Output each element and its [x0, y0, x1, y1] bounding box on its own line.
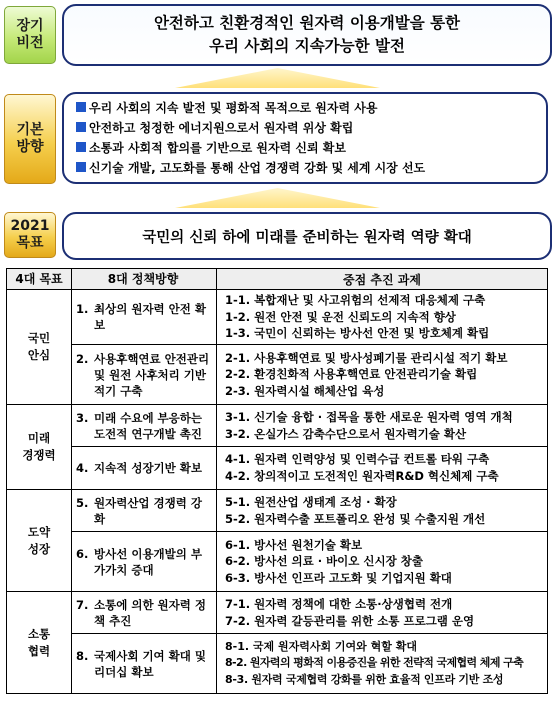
table-row [7, 447, 548, 490]
policy-number: 1. [76, 302, 89, 316]
task-item: 6-2. 방사선 의료 · 바이오 신시장 창출 [225, 554, 423, 569]
up-arrow-1 [175, 68, 380, 88]
policy-cell [72, 532, 217, 592]
goal-text: 소통 협력 [27, 626, 51, 658]
table-row [7, 634, 548, 694]
goal-2021-label [4, 212, 56, 258]
tasks-cell [217, 634, 548, 694]
task-item: 1-2. 원전 안전 및 운전 신뢰도의 지속적 향상 [225, 309, 456, 324]
tasks-cell [217, 592, 548, 634]
goal-cell [7, 290, 72, 405]
task-item: 5-1. 원전산업 생태계 조성 · 확장 [225, 494, 397, 509]
basic-direction-text: 신기술 개발, 고도화를 통해 산업 경쟁력 강화 및 세계 시장 선도 [89, 160, 426, 175]
goal-text: 미래 경쟁력 [22, 431, 56, 462]
table-row [7, 490, 548, 532]
task-item: 2-2. 환경친화적 사용후핵연료 안전관리기술 확립 [225, 367, 478, 382]
task-item: 8-1. 국제 원자력사회 기여와 혁할 확대 [225, 639, 417, 653]
table-row [7, 290, 548, 345]
task-item: 4-2. 창의적이고 도전적인 원자력R&D 혁신체제 구축 [225, 469, 499, 483]
policy-cell [72, 405, 217, 447]
policy-number: 6. [76, 546, 89, 561]
table-header-row [7, 269, 548, 290]
policy-number: 3. [76, 410, 89, 425]
basic-direction-item [76, 137, 546, 157]
basic-direction-text: 우리 사회의 지속 발전 및 평화적 목적으로 원자력 사용 [89, 100, 378, 115]
long-term-vision-label-text: 장기 비전 [16, 18, 44, 51]
policy-cell [72, 290, 217, 345]
policy-number: 8. [76, 648, 89, 663]
up-arrow-2 [175, 188, 380, 208]
header-policies: 8대 정책방향 [72, 269, 217, 290]
table-row [7, 592, 548, 634]
policy-number: 7. [76, 597, 89, 612]
task-item: 1-1. 복합재난 및 사고위험의 선제적 대응체제 구축 [225, 293, 486, 308]
goal-cell [7, 490, 72, 592]
header-tasks: 중점 추진 과제 [217, 269, 548, 290]
policy-text: 사용후핵연료 안전관리 및 원전 사후처리 기반 적기 구축 [94, 351, 210, 398]
policy-text: 최상의 원자력 안전 확보 [94, 302, 206, 332]
long-term-vision-label [4, 6, 56, 64]
square-bullet-icon [76, 102, 86, 112]
tasks-cell [217, 405, 548, 447]
square-bullet-icon [76, 162, 86, 172]
tasks-cell [217, 490, 548, 532]
goal-cell [7, 592, 72, 694]
vision-line-1: 안전하고 친환경적인 원자력 이용개발을 통한 [153, 14, 461, 32]
basic-direction-label-text: 기본 방향 [16, 122, 44, 155]
task-item: 7-1. 원자력 정책에 대한 소통·상생협력 전개 [225, 596, 453, 611]
basic-direction-item [76, 97, 546, 117]
basic-direction-item [76, 117, 546, 137]
task-item: 8-2. 원자력의 평화적 이용증진을 위한 전략적 국제협력 체제 구축 [225, 656, 524, 670]
task-item: 1-3. 국민이 신뢰하는 방사선 안전 및 방호체계 확립 [225, 326, 490, 341]
header-goals: 4대 목표 [7, 269, 72, 290]
goal-2021-label-text: 2021 목표 [10, 218, 50, 251]
policy-text: 방사선 이용개발의 부가가치 증대 [94, 546, 202, 577]
policy-number: 2. [76, 351, 89, 366]
policy-text: 미래 수요에 부응하는 도전적 연구개발 촉진 [94, 410, 202, 441]
tasks-cell [217, 290, 548, 345]
square-bullet-icon [76, 122, 86, 132]
task-item: 2-3. 원자력시설 해체산업 육성 [225, 383, 385, 398]
task-item: 7-2. 원자력 갈등관리를 위한 소통 프로그램 운영 [225, 613, 475, 628]
vision-line-2: 우리 사회의 지속가능한 발전 [209, 37, 405, 55]
policy-cell [72, 447, 217, 490]
square-bullet-icon [76, 142, 86, 152]
policy-cell [72, 592, 217, 634]
policy-text: 국제사회 기여 확대 및 리더십 확보 [94, 648, 206, 679]
task-item: 6-1. 방사선 원천기술 확보 [225, 537, 363, 552]
tasks-cell [217, 532, 548, 592]
basic-direction-label [4, 94, 56, 184]
tasks-cell [217, 447, 548, 490]
tasks-cell [217, 345, 548, 405]
vision-banner [62, 4, 552, 66]
table-row [7, 532, 548, 592]
task-item: 4-1. 원자력 인력양성 및 인력수급 컨트롤 타워 구축 [225, 452, 490, 467]
goal-text: 국민 안심 [27, 331, 51, 362]
task-item: 3-2. 온실가스 감축수단으로서 원자력기술 확산 [225, 426, 467, 441]
goal-2021-box [62, 212, 552, 260]
policy-cell [72, 490, 217, 532]
task-item: 6-3. 방사선 인프라 고도화 및 기업지원 확대 [225, 570, 452, 585]
policy-text: 원자력산업 경쟁력 강화 [94, 495, 202, 526]
task-item: 8-3. 원자력 국제협력 강화를 위한 효율적 인프라 기반 조성 [225, 672, 504, 686]
policy-text: 지속적 성장기반 확보 [94, 461, 202, 475]
basic-direction-text: 소통과 사회적 합의를 기반으로 원자력 신뢰 확보 [89, 140, 346, 155]
basic-direction-item [76, 157, 546, 177]
goal-text: 도약 성장 [27, 524, 51, 556]
policy-number: 4. [76, 461, 89, 475]
policy-table [6, 268, 548, 694]
task-item: 2-1. 사용후핵연료 및 방사성폐기물 관리시설 적기 확보 [225, 350, 508, 365]
policy-number: 5. [76, 495, 89, 510]
basic-direction-text: 안전하고 청정한 에너지원으로서 원자력 위상 확립 [89, 120, 354, 135]
basic-direction-box [62, 92, 548, 184]
task-item: 5-2. 원자력수출 포트폴리오 완성 및 수출지원 개선 [225, 511, 486, 526]
policy-cell [72, 345, 217, 405]
policy-text: 소통에 의한 원자력 정책 추진 [94, 597, 206, 628]
task-item: 3-1. 신기술 융합 · 접목을 통한 새로운 원자력 영역 개척 [225, 409, 513, 424]
goal-cell [7, 405, 72, 490]
table-row [7, 405, 548, 447]
goal-2021-text: 국민의 신뢰 하에 미래를 준비하는 원자력 역량 확대 [142, 229, 472, 246]
policy-cell [72, 634, 217, 694]
table-row [7, 345, 548, 405]
